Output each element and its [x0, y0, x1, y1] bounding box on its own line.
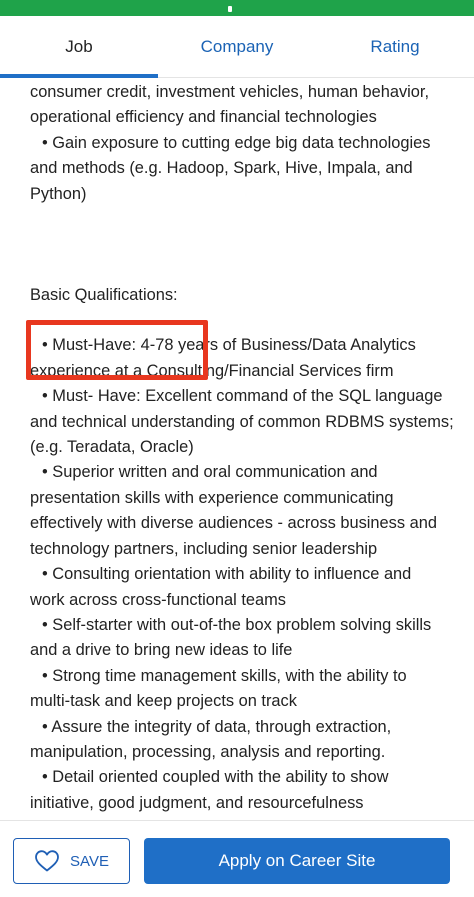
- annotation-highlight-box: [26, 320, 208, 380]
- qualification-bullet: • Consulting orientation with ability to influence and: [42, 565, 412, 584]
- active-tab-indicator: [0, 74, 158, 78]
- description-bullet: • Gain exposure to cutting edge big data technologies: [42, 133, 431, 152]
- qualification-line: (e.g. Teradata, Oracle): [30, 438, 194, 457]
- qualification-bullet: • Detail oriented coupled with the ability to show: [42, 768, 389, 787]
- qualification-line: and technical understanding of common RDBMS systems;: [30, 412, 454, 431]
- tab-job[interactable]: Job: [65, 36, 93, 56]
- save-label: SAVE: [70, 852, 109, 870]
- job-description[interactable]: [0, 80, 474, 820]
- description-line: and methods (e.g. Hadoop, Spark, Hive, Impala, and: [30, 159, 413, 178]
- top-bar-glyph: [228, 6, 232, 12]
- description-line: Python): [30, 184, 87, 203]
- heart-icon: [34, 849, 60, 873]
- apply-on-career-site-button[interactable]: Apply on Career Site: [144, 838, 450, 884]
- qualification-line: manipulation, processing, analysis and reporting.: [30, 742, 386, 761]
- tab-rating[interactable]: Rating: [370, 36, 420, 56]
- qualification-line: presentation skills with experience communicating: [30, 488, 394, 507]
- qualification-line: effectively with diverse audiences - across business and: [30, 514, 437, 533]
- qualification-line: multi-task and keep projects on track: [30, 692, 297, 711]
- description-line: operational efficiency and financial technologies: [30, 108, 377, 127]
- save-button[interactable]: [13, 838, 130, 884]
- qualification-line: work across cross-functional teams: [30, 590, 286, 609]
- tab-bar: [0, 16, 474, 78]
- qualification-bullet: • Must-Have: 4-78 years of Business/Data Analytics: [42, 336, 416, 355]
- qualification-bullet: • Strong time management skills, with the ability to: [42, 666, 407, 685]
- description-line: consumer credit, investment vehicles, human behavior,: [30, 83, 430, 101]
- qualification-line: and a drive to bring new ideas to life: [30, 641, 293, 660]
- qualification-bullet: • Assure the integrity of data, through extraction,: [42, 717, 392, 736]
- qualification-bullet: • Self-starter with out-of-the box problem solving skills: [42, 615, 432, 634]
- qualification-bullet: • Must- Have: Excellent command of the SQL language: [42, 387, 443, 406]
- qualification-line: experience at a Consulting/Financial Services firm: [30, 361, 394, 380]
- tab-company[interactable]: Company: [200, 36, 274, 56]
- paragraph-spacer: [30, 207, 446, 283]
- qualifications-heading: Basic Qualifications:: [30, 286, 178, 305]
- action-bar: [0, 820, 474, 897]
- app-top-bar: [0, 0, 474, 16]
- qualification-line: initiative, good judgment, and resourcefulness: [30, 793, 364, 812]
- qualification-bullet: • Superior written and oral communication and: [42, 463, 378, 482]
- qualification-line: technology partners, including senior leadership: [30, 539, 378, 558]
